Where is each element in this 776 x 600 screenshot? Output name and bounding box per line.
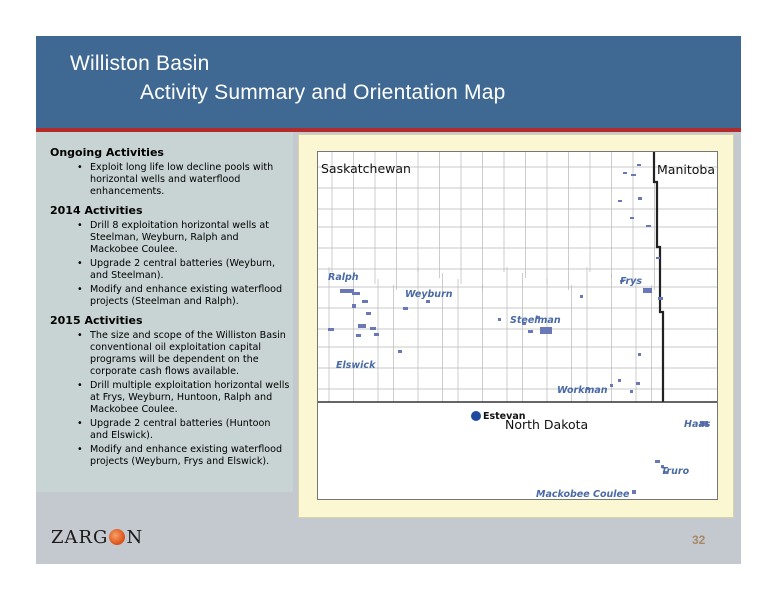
oil-pool-marker: [358, 324, 366, 328]
oil-pool-marker: [632, 490, 636, 494]
logo-text-right: N: [126, 526, 144, 548]
provincial-boundary-line: [654, 152, 663, 402]
title-line-1: Williston Basin: [70, 52, 210, 75]
oil-pool-marker: [636, 382, 640, 385]
activities-panel: [36, 132, 293, 492]
oil-pool-marker: [340, 289, 354, 293]
oil-pool-marker: [366, 312, 371, 315]
section-heading: 2014 Activities: [50, 204, 143, 217]
field-label-workman: Workman: [557, 385, 608, 396]
logo-o-icon: [109, 529, 125, 545]
oil-pool-marker: [398, 350, 402, 353]
logo-text-left: ZARG: [51, 526, 109, 548]
oil-pool-marker: [362, 300, 368, 303]
label-north-dakota: North Dakota: [505, 417, 589, 432]
oil-pool-marker: [580, 295, 583, 298]
oil-pool-marker: [403, 307, 408, 310]
oil-pool-marker: [352, 304, 356, 308]
oil-pool-marker: [352, 292, 360, 295]
bullet-item: • Upgrade 2 central batteries (Weyburn, and Steelman).: [50, 258, 290, 282]
field-label-mackobee-coulee: Mackobee Coulee: [536, 489, 630, 500]
bullet-item: • Drill multiple exploitation horizontal wells at Frys, Weyburn, Huntoon, Ralph and Mackobee Coulee.: [50, 380, 290, 416]
activities-text: [50, 146, 290, 470]
oil-pool-marker: [618, 499, 623, 500]
bullet-item: • Upgrade 2 central batteries (Huntoon and Elswick).: [50, 418, 290, 442]
oil-pool-marker: [610, 384, 613, 387]
oil-pool-marker: [618, 379, 621, 382]
bullet-list: [50, 330, 290, 468]
field-label-haas: Haas: [684, 419, 711, 430]
oil-pool-marker: [655, 460, 660, 463]
oil-pool-marker: [498, 318, 501, 321]
label-estevan: Estevan: [483, 411, 526, 422]
oil-pool-marker: [370, 327, 376, 330]
slide: [36, 36, 741, 564]
oil-pool-marker: [630, 390, 633, 393]
bullet-item: • The size and scope of the Williston Basin conventional oil exploitation capital programs will be dependent on the corporate cash flows available.: [50, 330, 290, 378]
oil-pool-marker: [618, 200, 622, 202]
oil-pool-marker: [540, 327, 552, 334]
oil-pool-marker: [528, 330, 533, 333]
orientation-map: [317, 151, 718, 500]
bullet-item: • Modify and enhance existing waterflood projects (Weyburn, Frys and Elswick).: [50, 444, 290, 468]
oil-pool-marker: [638, 197, 642, 200]
bullet-list: [50, 162, 290, 198]
title-line-2: Activity Summary and Orientation Map: [140, 81, 506, 104]
section-heading: 2015 Activities: [50, 314, 143, 327]
oil-pool-marker: [426, 300, 430, 303]
oil-pool-marker: [631, 174, 636, 176]
page-number: 32: [692, 533, 706, 547]
oil-pool-marker: [328, 328, 334, 331]
field-label-steelman: Steelman: [510, 315, 561, 326]
oil-pool-marker: [646, 225, 651, 227]
field-label-elswick: Elswick: [336, 360, 376, 371]
oil-pool-marker: [643, 288, 652, 293]
bullet-item: • Modify and enhance existing waterflood projects (Steelman and Ralph).: [50, 284, 290, 308]
field-label-weyburn: Weyburn: [405, 289, 453, 300]
title-bar: [36, 36, 741, 128]
field-label-ralph: Ralph: [328, 272, 359, 283]
oil-pool-marker: [356, 334, 361, 337]
field-label-truro: Truro: [661, 466, 690, 477]
zargon-logo: [51, 526, 143, 548]
oil-pool-marker: [658, 297, 663, 300]
bullet-item: • Exploit long life low decline pools with horizontal wells and waterflood enhancements.: [50, 162, 290, 198]
oil-pool-marker: [374, 333, 379, 336]
label-saskatchewan: Saskatchewan: [321, 161, 411, 176]
oil-pool-marker: [638, 353, 641, 356]
section-heading: Ongoing Activities: [50, 146, 164, 159]
map-canvas: [318, 152, 718, 500]
label-manitoba: Manitoba: [657, 162, 715, 177]
estevan-city-marker: [471, 411, 481, 421]
bullet-list: [50, 220, 290, 308]
oil-pool-marker: [623, 172, 627, 174]
oil-pool-marker: [656, 257, 660, 259]
oil-pool-marker: [637, 164, 641, 166]
field-label-frys: Frys: [620, 276, 642, 287]
bullet-item: • Drill 8 exploitation horizontal wells at Steelman, Weyburn, Ralph and Mackobee Coulee.: [50, 220, 290, 256]
oil-pool-marker: [630, 217, 634, 219]
